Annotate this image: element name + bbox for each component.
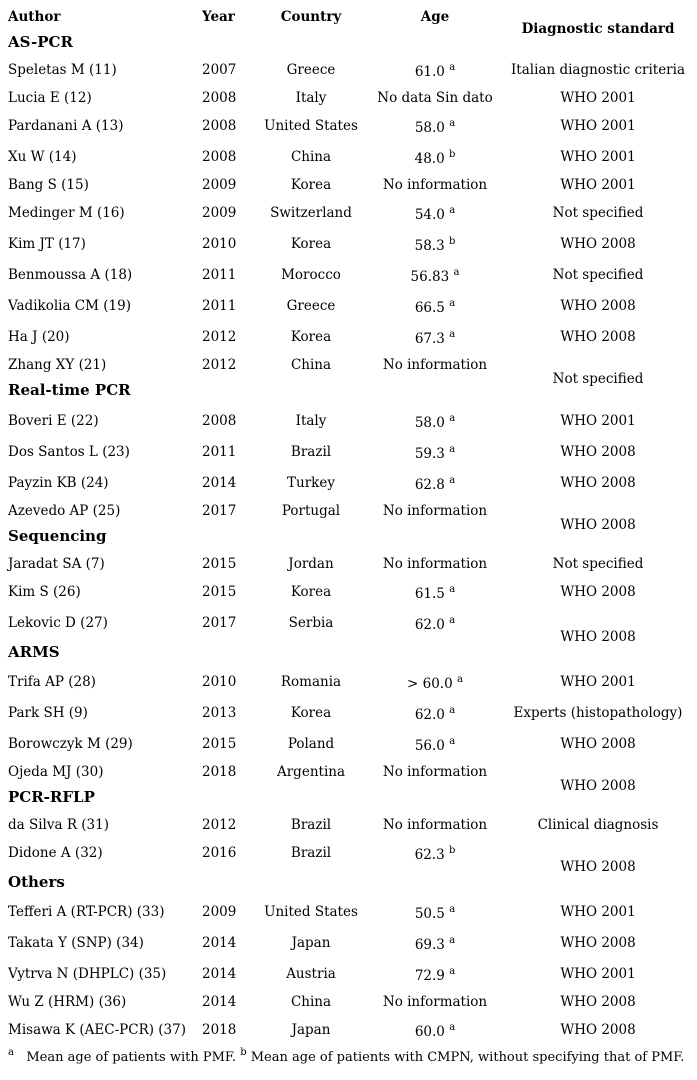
age-footnote-mark: b [448,236,456,247]
age-value: 62.3 [414,847,445,863]
section-title: Real-time PCR [8,381,131,399]
age-value: 62.0 [414,707,445,723]
year-cell: 2014 [202,994,237,1010]
standard-cell: WHO 2008 [560,629,636,645]
age-cell [373,707,497,723]
age-cell: No information [382,556,488,572]
author-cell: Misawa K (AEC-PCR) (37) [8,1022,186,1038]
author-cell: Dos Santos L (23) [8,444,130,460]
age-footnote-mark: a [449,298,456,309]
age-cell [373,331,497,347]
author-cell: Azevedo AP (25) [8,503,121,519]
country-cell: Portugal [281,503,341,519]
age-cell [373,847,497,863]
age-footnote-mark: a [449,205,456,216]
author-cell: Xu W (14) [8,149,77,165]
age-cell: No data Sin dato [377,90,493,106]
country-cell: Morocco [281,267,341,283]
standard-cell: WHO 2001 [560,413,636,429]
standard-cell: Clinical diagnosis [537,817,659,833]
year-cell: 2018 [202,1022,237,1038]
age-footnote-mark: a [449,904,456,915]
age-value: 60.0 [414,1024,445,1040]
country-cell: Serbia [288,615,334,631]
year-cell: 2010 [202,236,237,252]
age-cell [373,238,497,254]
standard-cell: WHO 2008 [560,475,636,491]
country-cell: China [290,357,332,373]
standard-cell: Italian diagnostic criteria [510,62,686,78]
age-value: 61.0 [414,64,445,80]
country-cell: Greece [286,298,336,314]
country-cell: Korea [290,177,332,193]
age-footnote-mark: a [449,118,456,129]
age-cell [373,446,497,462]
age-value: 50.5 [414,906,445,922]
age-cell [373,1024,497,1040]
year-cell: 2011 [202,444,237,460]
age-value: 56.0 [414,738,445,754]
age-cell [373,151,497,167]
year-cell: 2011 [202,298,237,314]
country-cell: United States [264,118,358,134]
year-cell: 2015 [202,736,237,752]
author-cell: Lucia E (12) [8,90,92,106]
year-cell: 2012 [202,357,237,373]
age-value: 58.3 [414,238,445,254]
age-footnote-mark: a [457,674,463,685]
age-value: 62.0 [414,617,445,633]
age-value: 58.0 [414,415,445,431]
age-footnote-mark: a [449,475,456,486]
age-footnote-mark: a [449,62,456,73]
country-cell: Japan [291,1022,331,1038]
age-cell: No information [382,177,488,193]
age-value: 66.5 [414,300,445,316]
author-cell: Takata Y (SNP) (34) [8,935,144,951]
age-cell [373,120,497,136]
country-cell: Brazil [290,444,332,460]
standard-cell: WHO 2008 [560,1022,636,1038]
country-cell: Korea [290,705,332,721]
standard-cell: Not specified [552,556,644,572]
footnote-mark-b: b [240,1047,247,1058]
author-cell: Jaradat SA (7) [8,556,105,572]
age-value: 62.8 [414,477,445,493]
footnote-mark-a: a [8,1047,14,1058]
age-footnote-mark: a [449,1022,456,1033]
author-cell: Park SH (9) [8,705,88,721]
author-cell: Benmoussa A (18) [8,267,133,283]
year-cell: 2014 [202,935,237,951]
standard-cell: WHO 2001 [560,904,636,920]
year-cell: 2017 [202,615,237,631]
year-cell: 2009 [202,205,237,221]
standard-cell: WHO 2008 [560,935,636,951]
country-cell: China [290,994,332,1010]
standard-cell: Not specified [552,205,644,221]
year-cell: 2007 [202,62,237,78]
standard-cell: WHO 2001 [560,118,636,134]
age-value: 69.3 [414,937,445,953]
standard-cell: WHO 2008 [560,298,636,314]
standard-cell: WHO 2008 [560,859,636,875]
year-cell: 2013 [202,705,237,721]
footnote-a-text: Mean age of patients with PMF. [26,1050,237,1065]
age-footnote-mark: a [449,966,456,977]
header-country: Country [280,9,342,25]
age-value: > 60.0 [407,676,453,692]
age-value: 54.0 [414,207,445,223]
section-title: AS-PCR [8,33,73,51]
age-footnote-mark: a [449,329,456,340]
section-title: Others [8,873,65,891]
country-cell: Romania [280,674,342,690]
age-cell [373,207,497,223]
standard-cell: Not specified [552,371,644,387]
country-cell: Italy [295,413,327,429]
author-cell: Payzin KB (24) [8,475,109,491]
author-cell: Kim S (26) [8,584,81,600]
age-footnote-mark: a [449,705,456,716]
age-footnote-mark: a [449,935,456,946]
year-cell: 2009 [202,904,237,920]
country-cell: United States [264,904,358,920]
table-footnote [8,1047,685,1065]
standard-cell: WHO 2008 [560,236,636,252]
country-cell: Switzerland [270,205,352,221]
age-value: 72.9 [414,968,445,984]
age-value: 67.3 [414,331,445,347]
standard-cell: Experts (histopathology) [513,705,683,721]
year-cell: 2014 [202,475,237,491]
author-cell: Wu Z (HRM) (36) [8,994,127,1010]
year-cell: 2008 [202,118,237,134]
age-value: 56.83 [410,269,450,285]
header-diagnostic-standard: Diagnostic standard [521,21,675,37]
age-footnote-mark: a [449,413,456,424]
section-title: PCR-RFLP [8,788,95,806]
section-title: Sequencing [8,527,107,545]
standard-cell: WHO 2008 [560,778,636,794]
author-cell: Zhang XY (21) [8,357,107,373]
age-footnote-mark: a [449,584,456,595]
standard-cell: WHO 2001 [560,966,636,982]
standard-cell: WHO 2001 [560,674,636,690]
age-cell [373,968,497,984]
author-cell: Boveri E (22) [8,413,99,429]
author-cell: Medinger M (16) [8,205,125,221]
standard-cell: WHO 2001 [560,177,636,193]
age-value: 61.5 [414,586,445,602]
age-cell [373,586,497,602]
age-cell: No information [382,994,488,1010]
author-cell: Lekovic D (27) [8,615,108,631]
header-author: Author [8,9,61,25]
age-footnote-mark: a [449,444,456,455]
year-cell: 2014 [202,966,237,982]
standard-cell: WHO 2008 [560,444,636,460]
country-cell: Poland [287,736,335,752]
age-cell [373,676,497,692]
age-cell: No information [382,357,488,373]
year-cell: 2015 [202,556,237,572]
age-cell [373,477,497,493]
country-cell: Austria [286,966,336,982]
age-cell: No information [382,764,488,780]
author-cell: Vytrva N (DHPLC) (35) [8,966,167,982]
country-cell: Brazil [290,845,332,861]
year-cell: 2009 [202,177,237,193]
age-value: 48.0 [414,151,445,167]
author-cell: Ojeda MJ (30) [8,764,104,780]
standard-cell: WHO 2008 [560,994,636,1010]
author-cell: da Silva R (31) [8,817,109,833]
country-cell: China [290,149,332,165]
age-cell [373,617,497,633]
year-cell: 2017 [202,503,237,519]
standard-cell: WHO 2008 [560,329,636,345]
age-value: 59.3 [414,446,445,462]
standard-cell: WHO 2008 [560,584,636,600]
country-cell: Brazil [290,817,332,833]
age-cell: No information [382,503,488,519]
year-cell: 2008 [202,90,237,106]
standard-cell: Not specified [552,267,644,283]
age-cell [373,738,497,754]
age-cell [373,300,497,316]
year-cell: 2012 [202,817,237,833]
header-age: Age [420,9,450,25]
age-cell [373,906,497,922]
year-cell: 2018 [202,764,237,780]
age-footnote-mark: a [449,736,456,747]
section-title: ARMS [8,643,60,661]
age-footnote-mark: a [449,615,456,626]
year-cell: 2016 [202,845,237,861]
author-cell: Speletas M (11) [8,62,117,78]
author-cell: Tefferi A (RT-PCR) (33) [8,904,165,920]
year-cell: 2012 [202,329,237,345]
country-cell: Korea [290,236,332,252]
country-cell: Korea [290,329,332,345]
country-cell: Korea [290,584,332,600]
header-year: Year [202,9,235,25]
age-footnote-mark: b [448,845,456,856]
author-cell: Vadikolia CM (19) [8,298,131,314]
standard-cell: WHO 2001 [560,149,636,165]
age-footnote-mark: a [453,267,460,278]
standard-cell: WHO 2008 [560,517,636,533]
age-cell [373,937,497,953]
author-cell: Kim JT (17) [8,236,86,252]
year-cell: 2008 [202,413,237,429]
age-cell: No information [382,817,488,833]
year-cell: 2015 [202,584,237,600]
standard-cell: WHO 2001 [560,90,636,106]
country-cell: Argentina [276,764,345,780]
country-cell: Italy [295,90,327,106]
year-cell: 2008 [202,149,237,165]
author-cell: Trifa AP (28) [8,674,96,690]
country-cell: Japan [291,935,331,951]
year-cell: 2011 [202,267,237,283]
age-cell [373,415,497,431]
year-cell: 2010 [202,674,237,690]
country-cell: Jordan [288,556,334,572]
age-cell [373,269,497,285]
age-value: 58.0 [414,120,445,136]
country-cell: Turkey [287,475,335,491]
age-footnote-mark: b [448,149,456,160]
age-cell [373,64,497,80]
author-cell: Borowczyk M (29) [8,736,133,752]
author-cell: Pardanani A (13) [8,118,124,134]
standard-cell: WHO 2008 [560,736,636,752]
author-cell: Ha J (20) [8,329,70,345]
author-cell: Bang S (15) [8,177,89,193]
footnote-b-text: Mean age of patients with CMPN, without specifying that of PMF. [250,1050,685,1065]
country-cell: Greece [286,62,336,78]
author-cell: Didone A (32) [8,845,103,861]
